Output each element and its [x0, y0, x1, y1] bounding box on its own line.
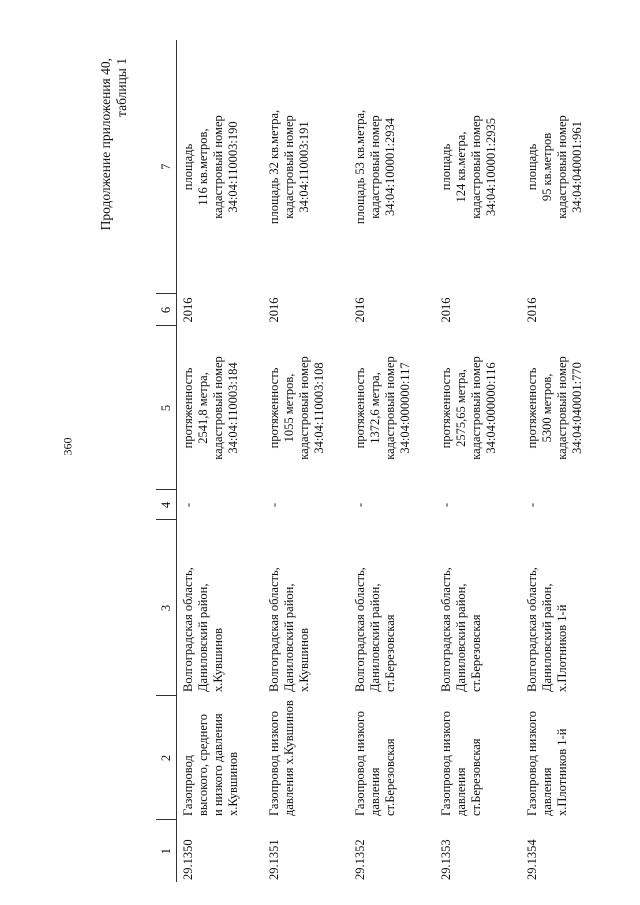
object-address: Волгоградская область, Даниловский район, ст.Березовская	[353, 567, 397, 692]
object-address: Волгоградская область, Даниловский район, х.Кувшинов	[267, 567, 311, 692]
column-header-6: 6	[156, 294, 177, 326]
year: 2016	[353, 297, 367, 323]
row-number: 29.1352	[353, 839, 367, 880]
row-number: 29.1353	[439, 839, 453, 880]
table-row	[263, 40, 349, 882]
row-number: 29.1351	[267, 839, 281, 880]
object-parameters: протяженность 1372,6 метра, кадастровый номер 34:04:000000:117	[353, 356, 412, 460]
column-4-value: -	[525, 502, 539, 508]
column-header-7: 7	[156, 40, 177, 294]
object-address: Волгоградская область, Даниловский район, х.Кувшинов	[181, 567, 225, 692]
column-header-3: 3	[156, 520, 177, 696]
column-4-value: -	[267, 502, 281, 508]
caption-line-1: Продолжение приложения 40,	[98, 58, 113, 231]
object-parameters: протяженность 5300 метров, кадастровый номер 34:04:040001:770	[525, 356, 584, 460]
column-header-4: 4	[156, 490, 177, 520]
land-plot: площадь 95 кв.метров кадастровый номер 34:04:040001:961	[525, 115, 584, 219]
column-header-2: 2	[156, 696, 177, 820]
caption-line-2: таблицы 1	[114, 58, 129, 117]
year: 2016	[181, 297, 195, 323]
column-header-5: 5	[156, 326, 177, 490]
land-plot: площадь 32 кв.метра, кадастровый номер 34:04:110003:191	[267, 109, 311, 225]
object-parameters: протяженность 2575,65 метра, кадастровый номер 34:04:000000:116	[439, 356, 498, 460]
object-parameters: протяженность 1055 метров, кадастровый номер 34:04:110003:108	[267, 356, 326, 460]
page-number: 360	[60, 437, 75, 456]
table-row	[349, 40, 435, 882]
row-number: 29.1354	[525, 839, 539, 880]
year: 2016	[525, 297, 539, 323]
year: 2016	[267, 297, 281, 323]
land-plot: площадь 124 кв.метра, кадастровый номер 34:04:100001:2935	[439, 115, 498, 219]
table-row	[521, 40, 607, 882]
column-4-value: -	[181, 502, 195, 508]
object-name: Газопровод низкого давления х.Кувшинов	[267, 700, 296, 816]
table-row	[435, 40, 521, 882]
object-name: Газопровод низкого давления ст.Березовская	[439, 710, 483, 816]
objects-table	[156, 40, 607, 882]
object-parameters: протяженность 2541,8 метра, кадастровый номер 34:04:110003:184	[181, 356, 240, 460]
object-name: Газопровод низкого давления х.Плотников 1-й	[525, 710, 569, 816]
object-address: Волгоградская область, Даниловский район, х.Плотников 1-й	[525, 567, 569, 692]
table-header-row	[156, 40, 177, 882]
object-name: Газопровод низкого давления ст.Березовская	[353, 710, 397, 816]
column-4-value: -	[439, 502, 453, 508]
object-address: Волгоградская область, Даниловский район, ст.Березовская	[439, 567, 483, 692]
table-row	[177, 40, 264, 882]
column-header-1: 1	[156, 820, 177, 882]
land-plot: площадь 116 кв.метров, кадастровый номер 34:04:110003:190	[181, 115, 240, 219]
year: 2016	[439, 297, 453, 323]
column-4-value: -	[353, 502, 367, 508]
object-name: Газопровод высокого, среднего и низкого давления х.Кувшинов	[181, 713, 240, 816]
row-number: 29.1350	[181, 839, 195, 880]
table-caption	[98, 58, 130, 230]
land-plot: площадь 53 кв.метра, кадастровый номер 34:04:100001:2934	[353, 109, 397, 225]
rotated-sheet	[98, 40, 618, 882]
